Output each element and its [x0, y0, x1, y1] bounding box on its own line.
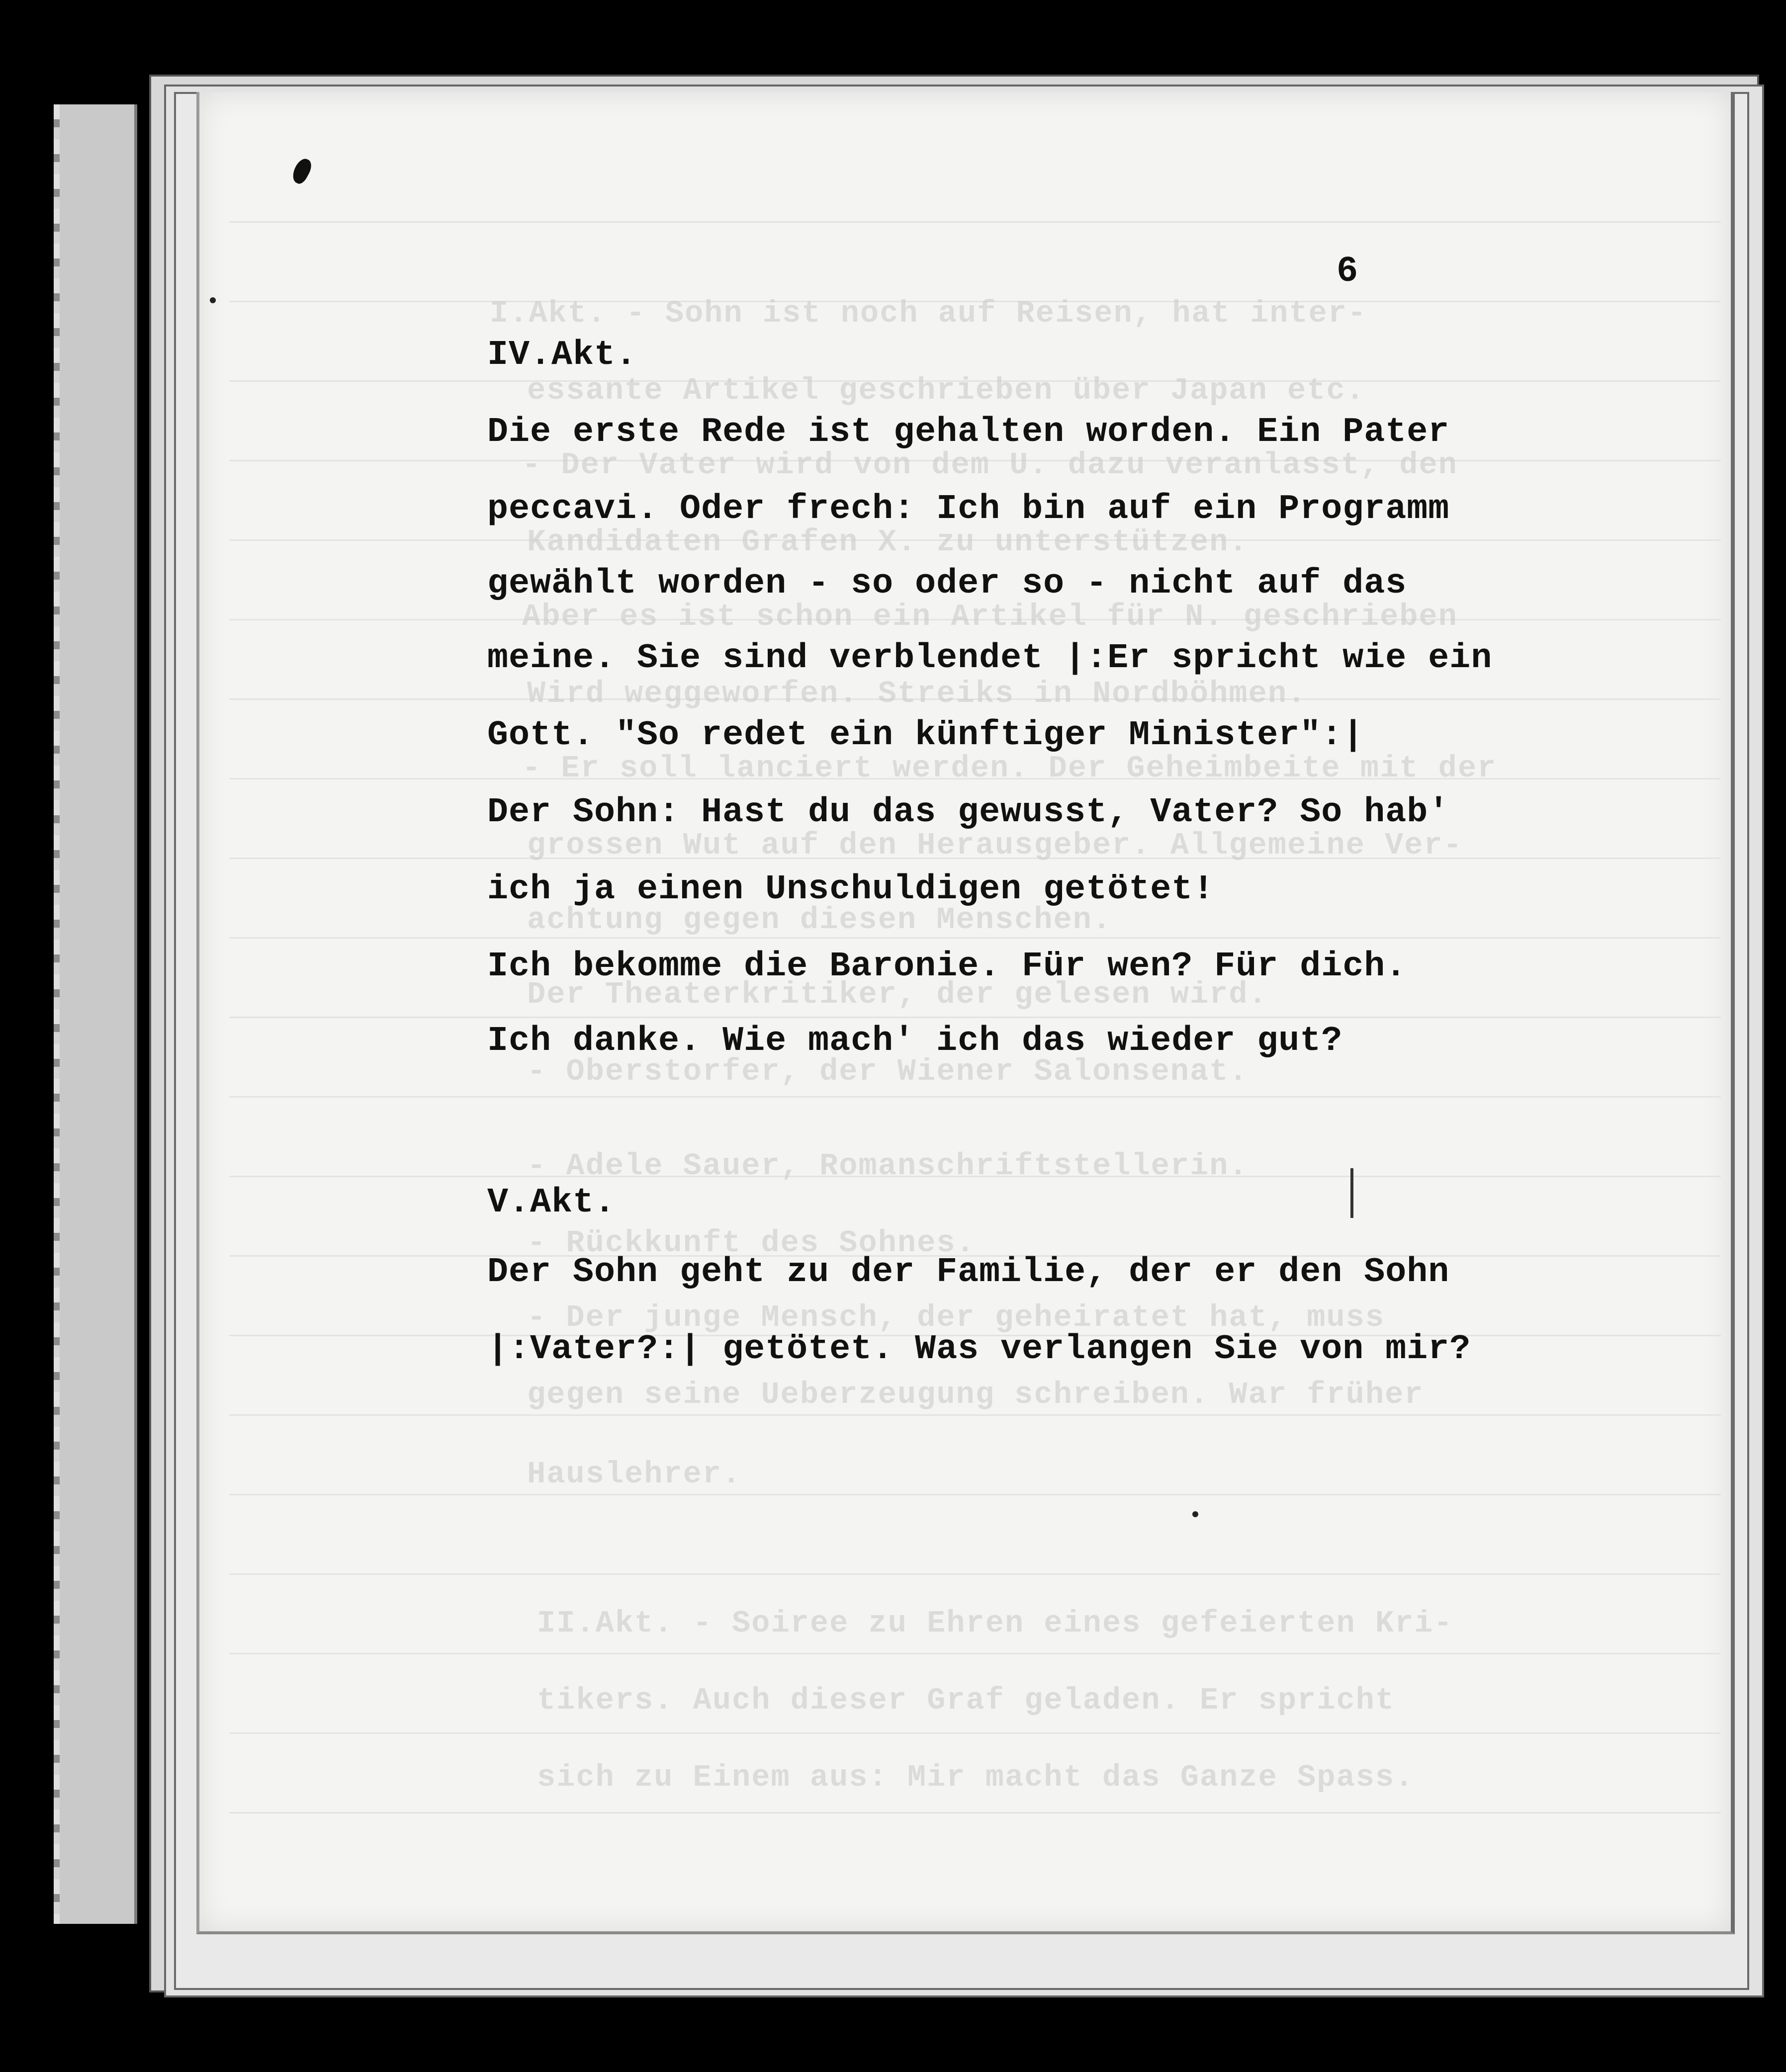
bleed-through-line: grossen Wut auf den Herausgeber. Allgemeine Ver- — [527, 828, 1463, 863]
bleed-through-line: - Er soll lanciert werden. Der Geheimbeite mit der — [522, 751, 1497, 786]
text-line: peccavi. Oder frech: Ich bin auf ein Programm — [487, 490, 1450, 529]
act-heading: V.Akt. — [487, 1183, 616, 1222]
bleed-through-line: Aber es ist schon ein Artikel für N. geschrieben — [522, 599, 1458, 634]
text-line: Ich danke. Wie mach' ich das wieder gut? — [487, 1022, 1343, 1061]
bleed-through-line: Kandidaten Grafen X. zu unterstützen. — [527, 524, 1249, 560]
bleed-through-line: Wird weggeworfen. Streiks in Nordböhmen. — [527, 676, 1307, 711]
paper-rule — [229, 1096, 1721, 1098]
bleed-through-line: - Adele Sauer, Romanschriftstellerin. — [527, 1148, 1249, 1184]
bleed-through-line: sich zu Einem aus: Mir macht das Ganze Spass. — [537, 1760, 1415, 1795]
bleed-through-line: essante Artikel geschrieben über Japan etc. — [527, 373, 1365, 408]
text-line: meine. Sie sind verblendet |:Er spricht wie ein — [487, 639, 1493, 678]
paper-rule — [229, 1732, 1721, 1734]
paper-rule — [229, 221, 1721, 223]
paper-rule — [229, 1494, 1721, 1495]
bleed-through-line: - Der Vater wird von dem U. dazu veranlasst, den — [522, 447, 1458, 483]
text-line: Gott. "So redet ein künftiger Minister":| — [487, 716, 1364, 755]
paper-rule — [229, 1812, 1721, 1813]
ink-dot — [210, 297, 216, 303]
paper-rule — [229, 1414, 1721, 1416]
bleed-through-line: Der Theaterkritiker, der gelesen wird. — [527, 977, 1268, 1012]
bleed-through-line: Hauslehrer. — [527, 1457, 742, 1492]
paper-rule — [229, 1653, 1721, 1654]
act-heading: IV.Akt. — [487, 336, 637, 375]
bleed-through-line: - Oberstorfer, der Wiener Salonsenat. — [527, 1054, 1249, 1089]
page-number: 6 — [1337, 251, 1358, 292]
bleed-through-line: achtung gegen diesen Menschen. — [527, 902, 1112, 938]
ink-dot — [1192, 1511, 1198, 1517]
bleed-through-line: I.Akt. - Sohn ist noch auf Reisen, hat inter- — [490, 296, 1367, 331]
text-line: Der Sohn geht zu der Familie, der er den Sohn — [487, 1253, 1450, 1292]
text-line: |:Vater?:| getötet. Was verlangen Sie von mir? — [487, 1330, 1471, 1369]
paper-rule — [229, 1017, 1721, 1018]
bleed-through-line: - Rückkunft des Sohnes. — [527, 1225, 976, 1261]
binding-strip — [60, 104, 137, 1924]
text-line: Ich bekomme die Baronie. Für wen? Für dich. — [487, 947, 1407, 986]
typewritten-page — [196, 92, 1735, 1934]
bleed-through-line: II.Akt. - Soiree zu Ehren eines gefeierten Kri- — [537, 1606, 1453, 1641]
text-line: Der Sohn: Hast du das gewusst, Vater? So hab' — [487, 793, 1450, 832]
bleed-through-line: - Der junge Mensch, der geheiratet hat, muss — [527, 1300, 1385, 1335]
margin-stroke — [1350, 1168, 1353, 1218]
paper-rule — [229, 1573, 1721, 1575]
text-line: Die erste Rede ist gehalten worden. Ein Pater — [487, 413, 1450, 452]
bleed-through-line: tikers. Auch dieser Graf geladen. Er spricht — [537, 1683, 1395, 1718]
text-line: ich ja einen Unschuldigen getötet! — [487, 870, 1215, 909]
text-line: gewählt worden - so oder so - nicht auf das — [487, 564, 1407, 604]
bleed-through-line: gegen seine Ueberzeugung schreiben. War früher — [527, 1377, 1424, 1412]
